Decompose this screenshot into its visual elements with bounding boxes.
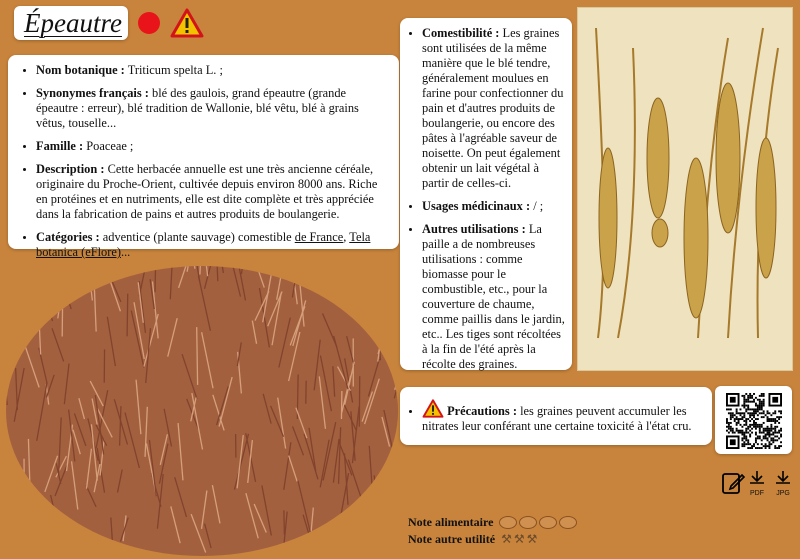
bread-rating-icon [559,516,577,529]
danger-dot-icon [138,12,160,34]
field-photo [6,266,398,556]
categories-item: • Catégories : adventice (plante sauvage) comestible de France, Tela botanica (eFlore)... [36,230,389,260]
jpg-label: JPG [776,490,790,497]
tools-rating-icon: ⚒ [526,532,538,546]
family-item: • Famille : Poaceae ; [36,139,389,154]
download-icon [774,470,792,485]
synonyms-item: • Synonymes français : blé des gaulois, grand épeautre (grande épeautre : erreur), blé tradition de Wallonie, blé vêtu, blé à grains vêtus, touselle... [36,86,389,131]
bread-rating-icon [539,516,557,529]
precautions-card [400,387,712,445]
edit-icon[interactable] [720,470,746,496]
download-jpg-button[interactable] [772,470,794,496]
ratings [408,514,579,548]
other-rating-row [408,531,579,548]
pdf-label: PDF [750,490,764,497]
other-rating-icons [501,531,539,548]
tools-rating-icon: ⚒ [501,532,512,546]
medicinal-item: • Usages médicinaux : / ; [422,199,568,214]
download-pdf-button[interactable] [746,470,768,496]
plant-title: Épeautre [24,8,122,38]
uses-card [400,18,572,370]
download-icon [748,470,766,485]
botanical-name-item: • Nom botanique : Triticum spelta L. ; [36,63,389,78]
link-tela-botanica[interactable]: Tela botanica (eFlore) [36,230,371,259]
description-item: • Description : Cette herbacée annuelle est une très ancienne céréale, originaire du Proche-Orient, cultivée depuis environ 8000 ans. Riche en protéines et en nutriments, elle est dite complète et très appréciée dans la fabrication de pains et autres produits de boulangerie. [36,162,389,222]
edibility-item: • Comestibilité : Les graines sont utilisées de la même manière que le blé tendre, généralement moulues en farine pour confectionner du pain et d'autres produits de boulangerie, ou encore des pâtes à l'agréable saveur de noisette. On peut également obtenir un lait végétal à partir de celles-ci. [422,26,568,191]
qr-code[interactable] [725,393,783,449]
precautions-item: • Précautions : les graines peuvent accumuler les nitrates leur conférant une certaine toxicité à l'état cru. [422,399,704,434]
qr-card [715,386,792,454]
plant-title-card [14,6,128,40]
link-france[interactable]: de France [294,230,344,244]
tools-rating-icon: ⚒ [513,532,525,546]
info-card [8,55,399,259]
food-rating-icons [499,516,579,529]
food-rating-row [408,514,579,531]
bread-rating-icon [519,516,537,529]
other-uses-item: • Autres utilisations : La paille a de nombreuses utilisations : comme biomasse pour le combustible, etc., pour la couverture de chaume, comme paillis dans le jardin, etc.. Les tiges sont récoltées à la fin de l'été après la récolte des graines. [422,222,568,372]
food-rating-label: Note alimentaire [408,515,494,529]
bread-rating-icon [499,516,517,529]
warning-icon [170,8,204,38]
botanical-illustration [577,7,793,371]
other-rating-label: Note autre utilité [408,532,496,546]
warning-icon [422,399,444,418]
